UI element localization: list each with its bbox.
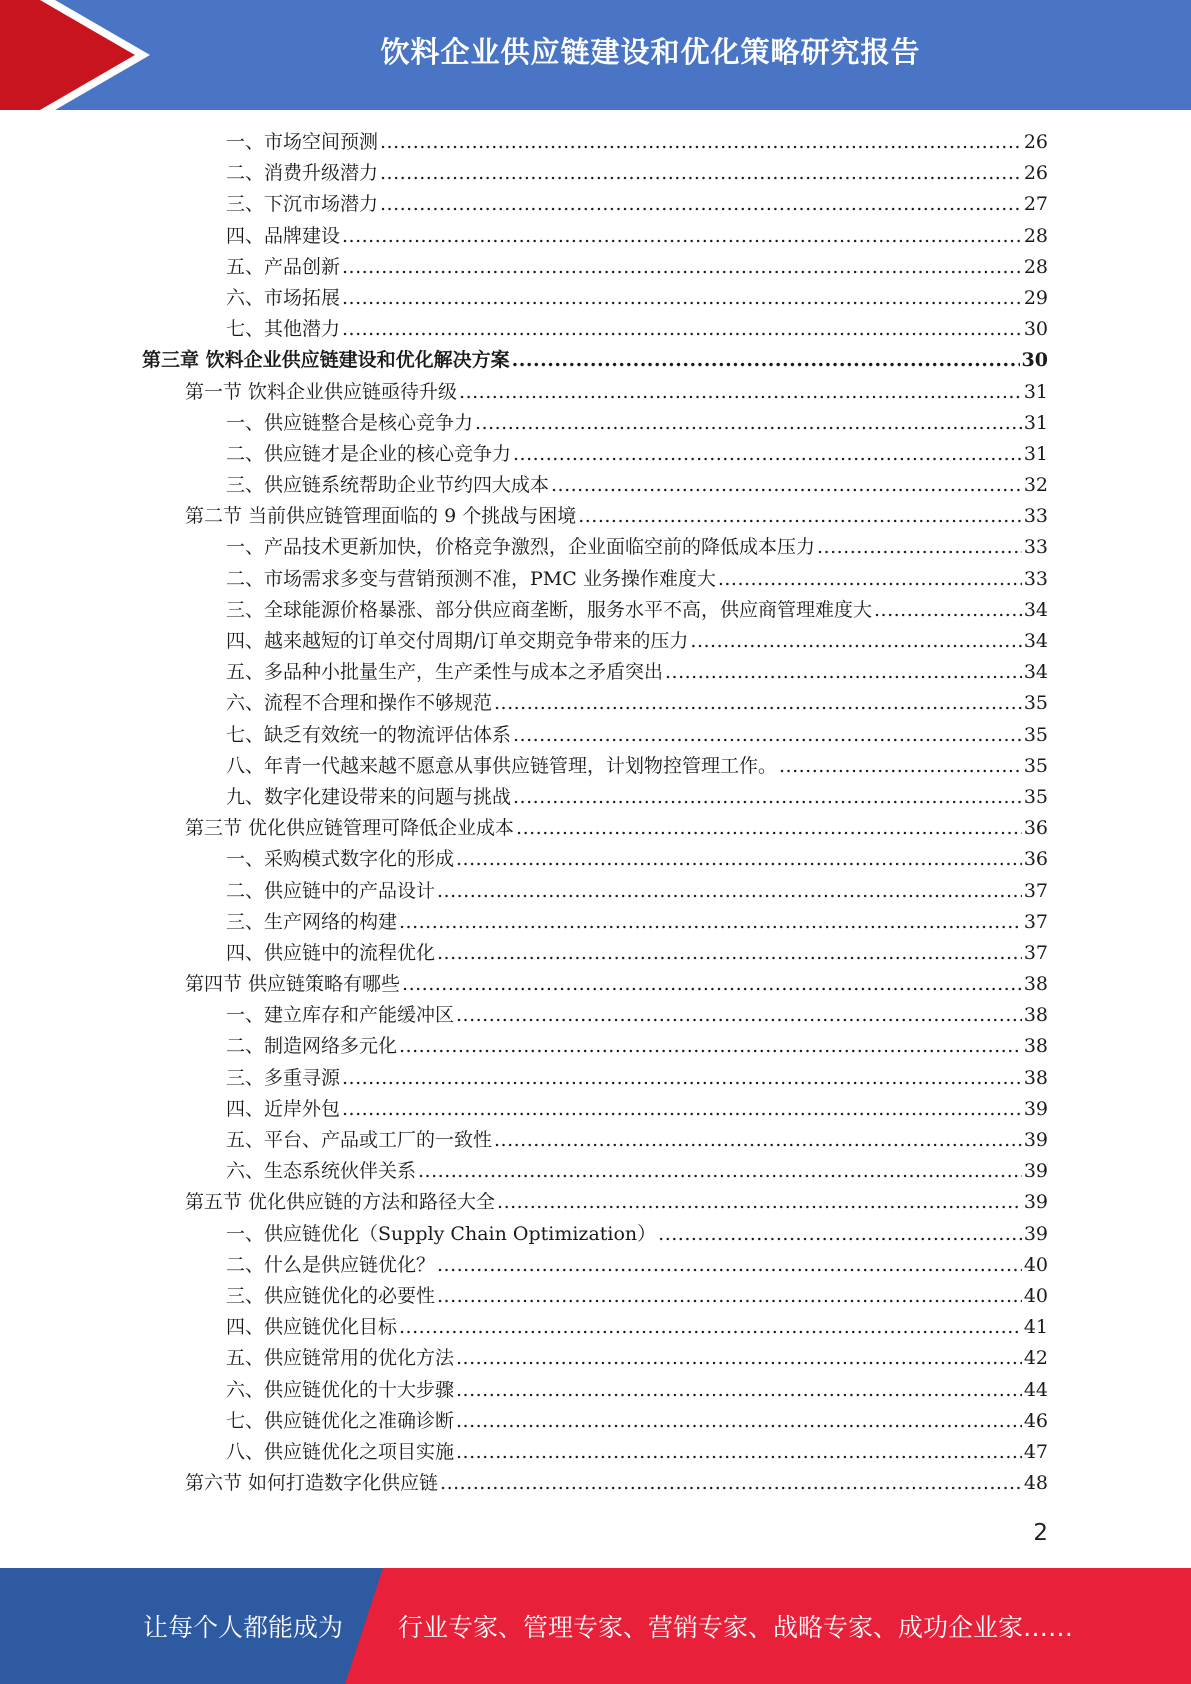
page-header [0, 0, 1191, 110]
toc-subsection-entry[interactable] [0, 1375, 1048, 1406]
toc-subsection-entry[interactable] [0, 657, 1048, 688]
toc-entry-page: 40 [1023, 1253, 1048, 1276]
toc-dot-leader [456, 1000, 1022, 1031]
toc-entry-label: 一、采购模式数字化的形成 [226, 848, 455, 871]
toc-entry-label: 七、其他潜力 [226, 318, 341, 341]
toc-entry-page: 26 [1023, 131, 1048, 153]
toc-dot-leader [494, 1125, 1022, 1156]
toc-entry-page: 35 [1023, 723, 1048, 746]
toc-entry-page: 48 [1023, 1472, 1048, 1495]
toc-dot-leader [497, 1187, 1022, 1218]
toc-dot-leader [513, 782, 1022, 813]
toc-entry-page: 37 [1023, 879, 1048, 902]
toc-dot-leader [512, 345, 1020, 376]
toc-entry-label: 三、供应链系统帮助企业节约四大成本 [226, 474, 550, 497]
toc-subsection-entry[interactable] [0, 1063, 1048, 1094]
toc-entry-label: 八、年青一代越来越不愿意从事供应链管理，计划物控管理工作。 [226, 754, 778, 777]
toc-entry-label: 第三节 优化供应链管理可降低企业成本 [185, 817, 515, 840]
toc-dot-leader [658, 1219, 1022, 1250]
toc-dot-leader [456, 1343, 1022, 1374]
toc-entry-label: 五、多品种小批量生产，生产柔性与成本之矛盾突出 [226, 661, 664, 684]
toc-entry-page: 34 [1023, 661, 1048, 684]
toc-dot-leader [437, 938, 1022, 969]
toc-entry-page: 37 [1023, 910, 1048, 933]
page-footer [0, 1568, 1191, 1684]
toc-entry-page: 32 [1023, 474, 1048, 497]
toc-entry-label: 三、多重寻源 [226, 1066, 341, 1089]
toc-dot-leader [456, 844, 1022, 875]
toc-subsection-entry[interactable] [0, 782, 1048, 813]
toc-entry-label: 六、供应链优化的十大步骤 [226, 1378, 455, 1401]
toc-dot-leader [399, 1031, 1022, 1062]
toc-dot-leader [718, 564, 1022, 595]
toc-entry-label: 六、生态系统伙伴关系 [226, 1160, 417, 1183]
toc-entry-page: 42 [1023, 1347, 1048, 1370]
toc-entry-label: 四、越来越短的订单交付周期/订单交期竞争带来的压力 [226, 630, 689, 652]
toc-entry-label: 第一节 饮料企业供应链亟待升级 [185, 380, 458, 403]
toc-entry-label: 三、下沉市场潜力 [226, 193, 379, 216]
toc-entry-label: 一、建立库存和产能缓冲区 [226, 1004, 455, 1027]
toc-subsection-entry[interactable] [0, 1125, 1048, 1156]
toc-entry-page: 31 [1023, 442, 1048, 465]
toc-subsection-entry[interactable] [0, 564, 1048, 595]
toc-dot-leader [551, 470, 1022, 501]
toc-entry-page: 44 [1023, 1378, 1048, 1401]
document-title: 饮料企业供应链建设和优化策略研究报告 [380, 35, 921, 69]
toc-subsection-entry[interactable] [0, 127, 1048, 158]
toc-entry-label: 第五节 优化供应链的方法和路径大全 [185, 1191, 496, 1214]
toc-entry-page: 34 [1023, 598, 1048, 621]
toc-entry-page: 33 [1023, 536, 1048, 559]
toc-subsection-entry[interactable] [0, 720, 1048, 751]
toc-entry-label: 四、供应链优化目标 [226, 1316, 398, 1339]
toc-entry-page: 29 [1023, 286, 1048, 309]
toc-entry-page: 39 [1023, 1160, 1048, 1183]
toc-entry-label: 三、供应链优化的必要性 [226, 1284, 436, 1307]
toc-dot-leader [418, 1156, 1022, 1187]
toc-subsection-entry[interactable] [0, 1219, 1048, 1250]
toc-entry-label: 四、品牌建设 [226, 224, 341, 247]
toc-entry-page: 35 [1023, 754, 1048, 777]
toc-dot-leader [380, 158, 1022, 189]
toc-entry-label: 三、生产网络的构建 [226, 910, 398, 933]
toc-dot-leader [342, 252, 1022, 283]
toc-entry-label: 第二节 当前供应链管理面临的 9 个挑战与困境 [185, 505, 577, 528]
toc-subsection-entry[interactable] [0, 1156, 1048, 1187]
toc-entry-page: 40 [1023, 1284, 1048, 1307]
toc-subsection-entry[interactable] [0, 844, 1048, 875]
toc-entry-page: 31 [1023, 411, 1048, 434]
toc-entry-page: 39 [1023, 1129, 1048, 1151]
toc-dot-leader [475, 408, 1022, 439]
toc-dot-leader [459, 377, 1022, 408]
toc-dot-leader [380, 127, 1022, 158]
toc-entry-label: 一、供应链整合是核心竞争力 [226, 411, 474, 434]
toc-dot-leader [342, 314, 1022, 345]
toc-entry-label: 一、产品技术更新加快，价格竞争激烈，企业面临空前的降低成本压力 [226, 536, 816, 559]
toc-subsection-entry[interactable] [0, 1000, 1048, 1031]
toc-entry-page: 39 [1023, 1191, 1048, 1214]
toc-entry-label: 二、供应链中的产品设计 [226, 879, 436, 902]
toc-entry-page: 46 [1023, 1409, 1048, 1432]
toc-entry-page: 34 [1023, 630, 1048, 652]
toc-subsection-entry[interactable] [0, 189, 1048, 220]
toc-subsection-entry[interactable] [0, 1094, 1048, 1125]
page-number: 2 [1033, 1520, 1048, 1546]
toc-subsection-entry[interactable] [0, 1312, 1048, 1343]
toc-entry-page: 37 [1023, 941, 1048, 964]
toc-entry-page: 26 [1023, 162, 1048, 185]
toc-entry-label: 二、供应链才是企业的核心竞争力 [226, 442, 512, 465]
toc-entry-page: 38 [1023, 973, 1048, 996]
toc-dot-leader [437, 1281, 1022, 1312]
toc-entry-page: 33 [1023, 567, 1048, 590]
toc-entry-page: 39 [1023, 1222, 1048, 1245]
toc-entry-label: 三、全球能源价格暴涨、部分供应商垄断，服务水平不高，供应商管理难度大 [226, 598, 873, 621]
toc-section-entry[interactable] [0, 501, 1048, 532]
toc-dot-leader [437, 876, 1022, 907]
toc-dot-leader [494, 688, 1022, 719]
toc-entry-label: 第三章 饮料企业供应链建设和优化解决方案 [142, 349, 510, 372]
toc-entry-label: 二、制造网络多元化 [226, 1035, 398, 1058]
toc-dot-leader [399, 1312, 1022, 1343]
footer-slogan-right: 行业专家、管理专家、营销专家、战略专家、成功企业家…… [398, 1613, 1074, 1642]
toc-entry-page: 36 [1023, 848, 1048, 871]
toc-entry-page: 38 [1023, 1066, 1048, 1089]
toc-entry-label: 七、供应链优化之准确诊断 [226, 1409, 455, 1432]
toc-entry-label: 九、数字化建设带来的问题与挑战 [226, 785, 512, 808]
toc-entry-label: 七、缺乏有效统一的物流评估体系 [226, 723, 512, 746]
toc-dot-leader [342, 1094, 1022, 1125]
toc-subsection-entry[interactable] [0, 907, 1048, 938]
toc-entry-label: 一、供应链优化（Supply Chain Optimization） [226, 1222, 657, 1245]
toc-subsection-entry[interactable] [0, 470, 1048, 501]
toc-entry-label: 五、产品创新 [226, 255, 341, 278]
toc-entry-page: 41 [1023, 1316, 1048, 1339]
footer-slogan-left: 让每个人都能成为 [143, 1613, 344, 1642]
toc-dot-leader [874, 595, 1022, 626]
toc-dot-leader [342, 283, 1022, 314]
toc-entry-page: 35 [1023, 785, 1048, 808]
toc-section-entry[interactable] [0, 377, 1048, 408]
toc-entry-page: 38 [1023, 1035, 1048, 1058]
toc-dot-leader [399, 907, 1022, 938]
toc-subsection-entry[interactable] [0, 158, 1048, 189]
toc-dot-leader [342, 1063, 1022, 1094]
toc-entry-page: 31 [1023, 380, 1048, 403]
toc-subsection-entry[interactable] [0, 1250, 1048, 1281]
toc-dot-leader [342, 221, 1022, 252]
toc-subsection-entry[interactable] [0, 314, 1048, 345]
toc-section-entry[interactable] [0, 969, 1048, 1000]
toc-dot-leader [516, 813, 1022, 844]
toc-entry-label: 二、消费升级潜力 [226, 162, 379, 185]
toc-subsection-entry[interactable] [0, 532, 1048, 563]
toc-subsection-entry[interactable] [0, 595, 1048, 626]
toc-entry-label: 第六节 如何打造数字化供应链 [185, 1472, 439, 1495]
toc-dot-leader [817, 532, 1022, 563]
toc-entry-label: 八、供应链优化之项目实施 [226, 1440, 455, 1463]
toc-dot-leader [665, 657, 1022, 688]
toc-entry-page: 30 [1021, 349, 1048, 372]
toc-entry-label: 六、市场拓展 [226, 286, 341, 309]
toc-subsection-entry[interactable] [0, 283, 1048, 314]
toc-entry-page: 30 [1023, 318, 1048, 341]
toc-subsection-entry[interactable] [0, 1437, 1048, 1468]
toc-subsection-entry[interactable] [0, 439, 1048, 470]
toc-subsection-entry[interactable] [0, 938, 1048, 969]
toc-entry-label: 第四节 供应链策略有哪些 [185, 973, 401, 996]
toc-subsection-entry[interactable] [0, 876, 1048, 907]
toc-entry-label: 一、市场空间预测 [226, 131, 379, 153]
toc-section-entry[interactable] [0, 1468, 1048, 1499]
toc-entry-page: 28 [1023, 224, 1048, 247]
toc-subsection-entry[interactable] [0, 252, 1048, 283]
toc-entry-page: 28 [1023, 255, 1048, 278]
toc-subsection-entry[interactable] [0, 1031, 1048, 1062]
toc-entry-page: 35 [1023, 692, 1048, 715]
toc-entry-page: 27 [1023, 193, 1048, 216]
toc-entry-page: 38 [1023, 1004, 1048, 1027]
toc-dot-leader [690, 626, 1021, 657]
toc-dot-leader [779, 751, 1022, 782]
toc-dot-leader [456, 1375, 1022, 1406]
toc-entry-page: 36 [1023, 817, 1048, 840]
toc-subsection-entry[interactable] [0, 688, 1048, 719]
toc-dot-leader [456, 1406, 1022, 1437]
toc-entry-label: 五、供应链常用的优化方法 [226, 1347, 455, 1370]
toc-entry-page: 47 [1023, 1440, 1048, 1463]
toc-dot-leader [578, 501, 1022, 532]
toc-entry-label: 六、流程不合理和操作不够规范 [226, 692, 493, 715]
toc-section-entry[interactable] [0, 813, 1048, 844]
toc-entry-page: 33 [1023, 505, 1048, 528]
toc-entry-label: 二、市场需求多变与营销预测不准，PMC 业务操作难度大 [226, 567, 716, 590]
toc-chapter-entry[interactable] [0, 345, 1048, 376]
toc-subsection-entry[interactable] [0, 751, 1048, 782]
toc-entry-label: 二、什么是供应链优化？ [226, 1253, 436, 1276]
toc-dot-leader [513, 439, 1022, 470]
toc-entry-label: 四、近岸外包 [226, 1097, 341, 1120]
toc-entry-label: 五、平台、产品或工厂的一致性 [226, 1129, 493, 1151]
toc-subsection-entry[interactable] [0, 1406, 1048, 1437]
toc-dot-leader [437, 1250, 1022, 1281]
toc-subsection-entry[interactable] [0, 408, 1048, 439]
toc-dot-leader [456, 1437, 1022, 1468]
toc-subsection-entry[interactable] [0, 1343, 1048, 1374]
toc-section-entry[interactable] [0, 1187, 1048, 1218]
toc-dot-leader [513, 720, 1022, 751]
toc-dot-leader [440, 1468, 1022, 1499]
toc-subsection-entry[interactable] [0, 626, 1048, 657]
toc-dot-leader [380, 189, 1022, 220]
toc-entry-page: 39 [1023, 1097, 1048, 1120]
toc-subsection-entry[interactable] [0, 1281, 1048, 1312]
table-of-contents [0, 127, 1191, 1499]
toc-subsection-entry[interactable] [0, 221, 1048, 252]
toc-dot-leader [402, 969, 1022, 1000]
toc-entry-label: 四、供应链中的流程优化 [226, 941, 436, 964]
